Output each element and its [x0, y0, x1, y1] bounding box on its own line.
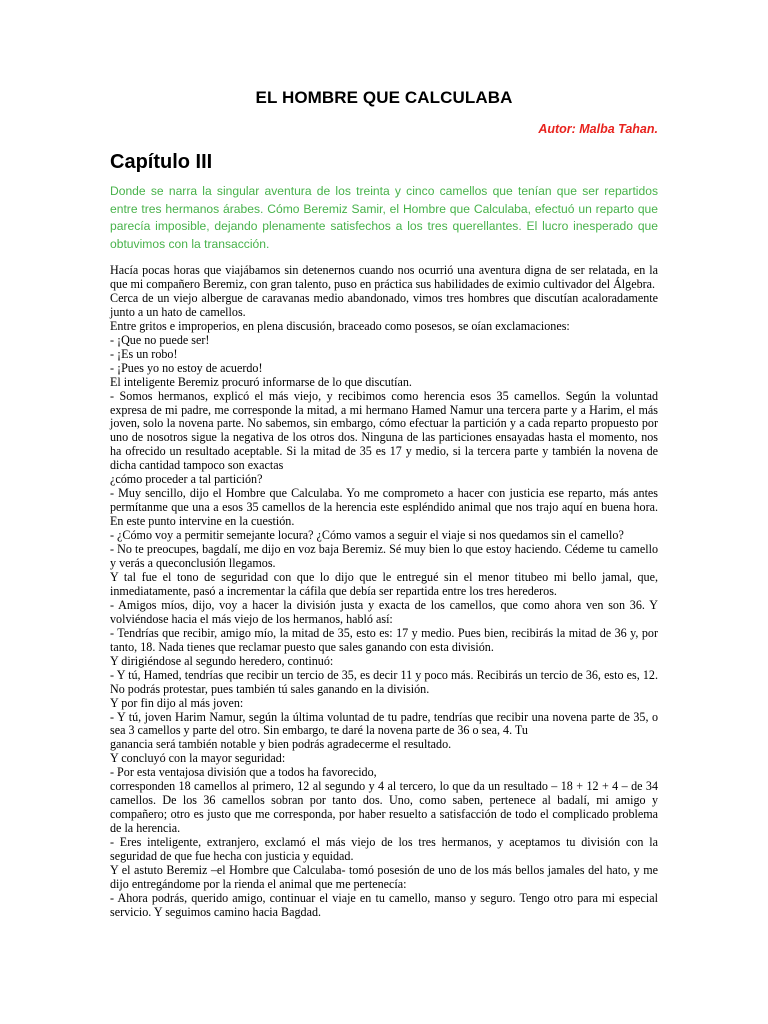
paragraph: Entre gritos e improperios, en plena discusión, braceado como posesos, se oían exclamaciones: [110, 318, 570, 333]
paragraph: - Amigos míos, dijo, voy a hacer la división justa y exacta de los camellos, que como ahora ven son 36. Y volviéndose hacia el más viejo de los hermanos, habló así: [110, 597, 658, 626]
paragraph: ganancia será también notable y bien podrás agradecerme el resultado. [110, 737, 452, 752]
paragraph: - ¡Pues yo no estoy de acuerdo! [110, 360, 263, 375]
author-line: Autor: Malba Tahan. [538, 122, 658, 136]
paragraph: - Y tú, Hamed, tendrías que recibir un tercio de 35, es decir 11 y poco más. Recibirás un tercio de 36, esto es, 12. No podrás protestar, pues también tú sales ganando en la división. [110, 667, 658, 696]
paragraph: Y tal fue el tono de seguridad con que lo dijo que le entregué sin el menor titubeo mi bello jamal, que, inmediatamente, pasó a incrementar la cáfila que debía ser repartida entre los tres herederos. [110, 569, 658, 598]
paragraph: - Y tú, joven Harim Namur, según la última voluntad de tu padre, tendrías que recibir una novena parte de 35, o sea 3 camellos y parte del otro. Sin embargo, te daré la novena parte de 36 o sea, 4. Tu [110, 709, 658, 738]
paragraph: - ¿Cómo voy a permitir semejante locura? ¿Cómo vamos a seguir el viaje si nos quedamos sin el camello? [110, 528, 624, 543]
paragraph: - Eres inteligente, extranjero, exclamó el más viejo de los tres hermanos, y aceptamos tu división con la seguridad de que fue hecha con justicia y equidad. [110, 835, 658, 864]
page-title: EL HOMBRE QUE CALCULABA [255, 88, 513, 107]
paragraph: - Ahora podrás, querido amigo, continuar el viaje en tu camello, manso y seguro. Tengo otro para mi especial servicio. Y seguimos camino hacia Bagdad. [110, 890, 658, 919]
paragraph: - No te preocupes, bagdalí, me dijo en voz baja Beremiz. Sé muy bien lo que estoy haciendo. Cédeme tu camello y verás a queconclusión llegamos. [110, 542, 658, 571]
paragraph: - Somos hermanos, explicó el más viejo, y recibimos como herencia esos 35 camellos. Según la voluntad expresa de mi padre, me corresponde la mitad, a mi hermano Hamed Namur una tercera parte y a Harim, el más joven, solo la novena parte. No sabemos, sin embargo, cómo efectuar la partición y a cada reparto propuesto por uno de nosotros sigue la negativa de los otros dos. Ninguna de las particiones ensayadas hasta el momento, nos ha ofrecido un resultado aceptable. Si la mitad de 35 es 17 y medio, si la tercera parte y también la novena de dicha cantidad tampoco son exactas [110, 388, 658, 473]
paragraph: Y el astuto Beremiz –el Hombre que Calculaba- tomó posesión de uno de los más bellos jamales del hato, y me dijo entregándome por la rienda el animal que me pertenecía: [110, 862, 658, 891]
paragraph: ¿cómo proceder a tal partición? [110, 472, 263, 487]
paragraph: corresponden 18 camellos al primero, 12 al segundo y 4 al tercero, lo que da un resultado – 18 + 12 + 4 – de 34 camellos. De los 36 camellos sobran por tanto dos. Uno, como saben, pertenece al badalí, mi amigo y compañero; otro es justo que me corresponda, por haber resuelto a satisfacción de todo el complicado problema de la herencia. [110, 779, 658, 836]
paragraph: - Por esta ventajosa división que a todos ha favorecido, [110, 765, 377, 780]
paragraph: Y dirigiéndose al segundo heredero, continuó: [110, 653, 334, 668]
paragraph: Y concluyó con la mayor seguridad: [110, 751, 286, 766]
paragraph: - Muy sencillo, dijo el Hombre que Calculaba. Yo me comprometo a hacer con justicia ese reparto, más antes permítanme que una a esos 35 camellos de la herencia este espléndido animal que nos trajo aquí en buena hora. En este punto intervine en la cuestión. [110, 486, 658, 529]
chapter-summary: Donde se narra la singular aventura de los treinta y cinco camellos que tenían que ser repartidos entre tres hermanos árabes. Cómo Beremiz Samir, el Hombre que Calculaba, efectuó un reparto que parecía imposible, dejando plenamente satisfechos a los tres querellantes. El lucro inesperado que obtuvimos con la transacción. [110, 184, 658, 251]
body-text [110, 264, 658, 920]
paragraph: Cerca de un viejo albergue de caravanas medio abandonado, vimos tres hombres que discutían acaloradamente junto a un hato de camellos. [110, 290, 658, 319]
paragraph: El inteligente Beremiz procuró informarse de lo que discutían. [110, 374, 412, 389]
paragraph: Y por fin dijo al más joven: [110, 695, 244, 710]
chapter-heading: Capítulo III [110, 151, 213, 173]
paragraph: - ¡Es un robo! [110, 346, 178, 361]
paragraph: Hacía pocas horas que viajábamos sin detenernos cuando nos ocurrió una aventura digna de ser relatada, en la que mi compañero Beremiz, con gran talento, puso en práctica sus habilidades de eximio cultivador del Álgebra. [110, 263, 658, 291]
paragraph: - Tendrías que recibir, amigo mío, la mitad de 35, esto es: 17 y medio. Pues bien, recibirás la mitad de 36 y, por tanto, 18. Nada tienes que reclamar puesto que sales ganando con esta división. [110, 625, 658, 654]
paragraph: - ¡Que no puede ser! [110, 332, 210, 347]
